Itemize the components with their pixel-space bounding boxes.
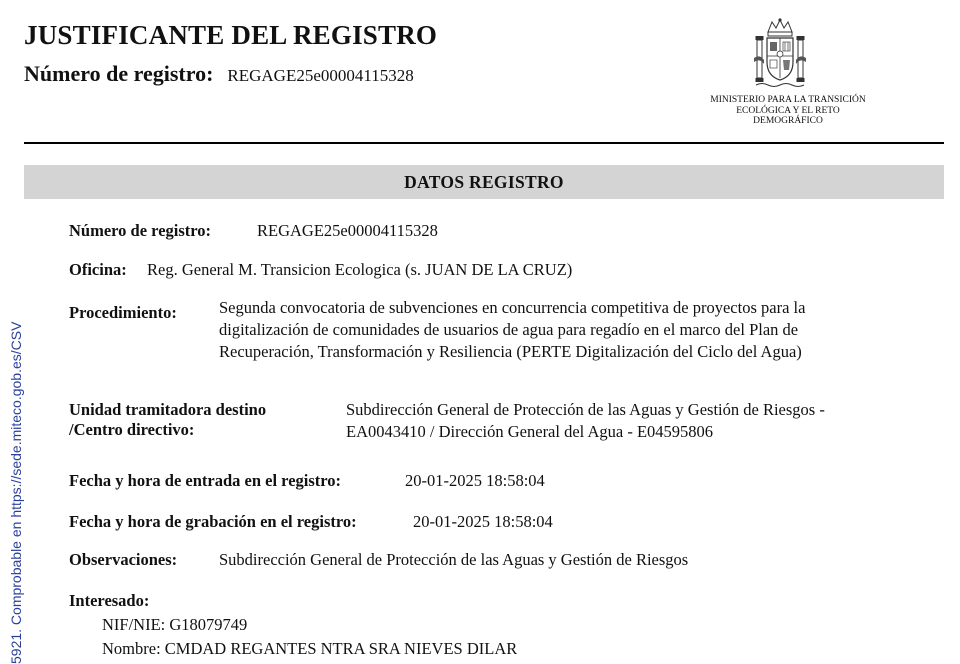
ministry-line-3: DEMOGRÁFICO [753,116,823,126]
header-registration-value: REGAGE25e00004115328 [227,66,414,85]
field-value-interesado-nif: NIF/NIE: G18079749 [102,615,248,634]
field-value-interesado-nombre: Nombre: CMDAD REGANTES NTRA SRA NIEVES DILAR [102,639,518,658]
field-label-observaciones: Observaciones: [69,550,178,569]
field-value-procedimiento-line-3: Recuperación, Transformación y Resiliencia (PERTE Digitalización del Ciclo del Agua) [219,342,802,361]
field-label-oficina: Oficina: [69,260,127,279]
field-value-procedimiento-line-1: Segunda convocatoria de subvenciones en concurrencia competitiva de proyectos para la [219,298,806,317]
header-registration-number [24,61,414,87]
field-value-fecha-grabacion: 20-01-2025 18:58:04 [413,512,553,531]
field-label-unidad-line-2: /Centro directivo: [69,420,195,439]
field-value-observaciones: Subdirección General de Protección de las Aguas y Gestión de Riesgos [219,550,689,569]
document-title: JUSTIFICANTE DEL REGISTRO [24,20,438,50]
field-label-fecha-entrada: Fecha y hora de entrada en el registro: [69,471,342,490]
ministry-line-1: MINISTERIO PARA LA TRANSICIÓN [710,95,866,105]
ministry-name [688,95,888,127]
header-divider [24,142,944,144]
ministry-line-2: ECOLÓGICA Y EL RETO [736,105,840,116]
header-registration-label: Número de registro: [24,61,214,86]
field-label-interesado: Interesado: [69,591,150,610]
field-value-oficina: Reg. General M. Transicion Ecologica (s. JUAN DE LA CRUZ) [147,260,573,279]
field-label-numero: Número de registro: [69,221,212,240]
field-value-fecha-entrada: 20-01-2025 18:58:04 [405,471,545,490]
field-value-procedimiento-line-2: digitalización de comunidades de usuarios de agua para regadío en el marco del Plan de [219,320,799,339]
field-label-procedimiento: Procedimiento: [69,303,177,322]
field-value-unidad-line-2: EA0043410 / Dirección General del Agua - E04595806 [346,422,714,441]
field-value-numero: REGAGE25e00004115328 [257,221,438,240]
field-label-fecha-grabacion: Fecha y hora de grabación en el registro: [69,512,357,531]
field-label-unidad-line-1: Unidad tramitadora destino [69,400,267,419]
spain-coat-of-arms-icon [752,18,808,88]
field-value-unidad-line-1: Subdirección General de Protección de las Aguas y Gestión de Riesgos - [346,400,825,419]
csv-verification-note: 5921. Comprobable en https://sede.miteco.gob.es/CSV [8,321,24,664]
section-header-datos-registro: DATOS REGISTRO [24,165,944,199]
